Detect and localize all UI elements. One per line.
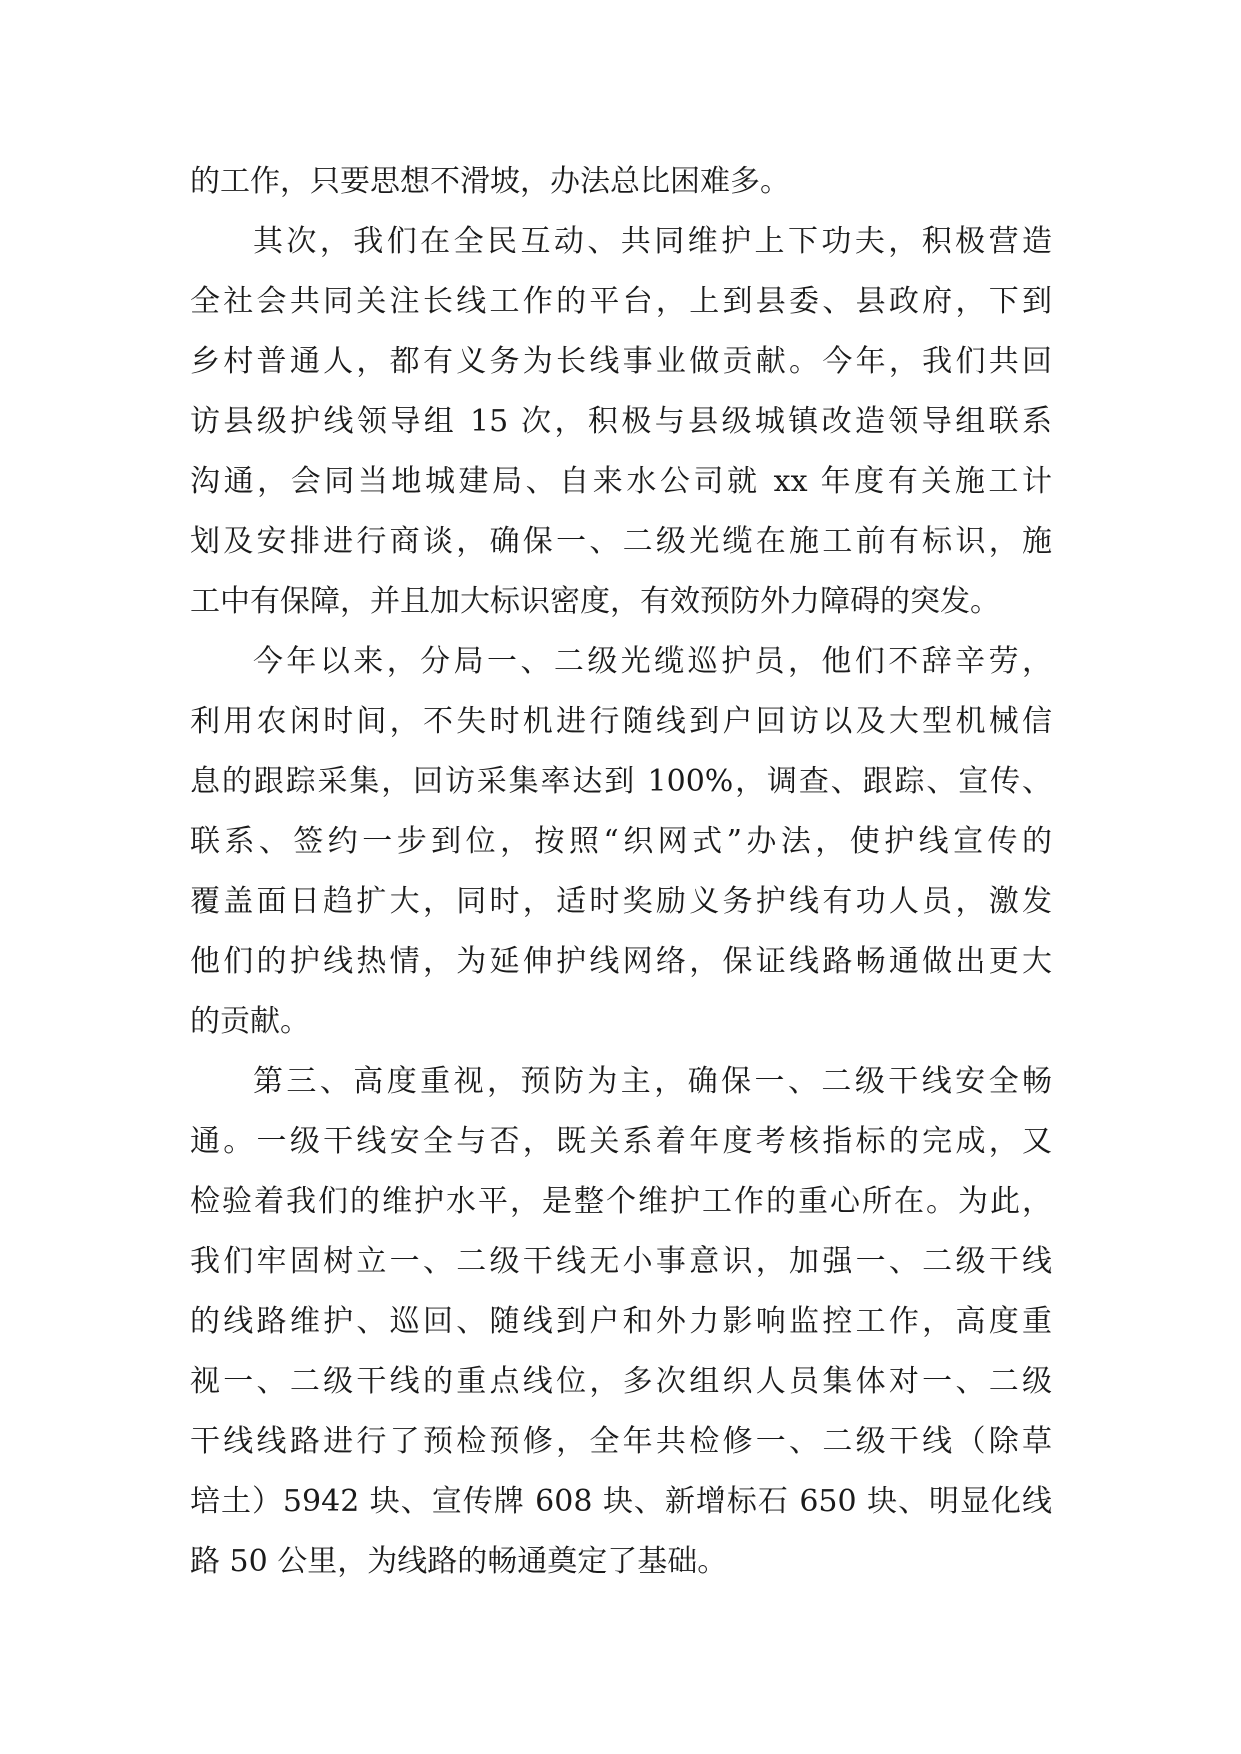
text-line: 覆盖面日趋扩大，同时，适时奖励义务护线有功人员，激发 [190, 884, 1052, 919]
text-line: 联系、签约一步到位，按照“织网式”办法，使护线宣传的 [190, 824, 1052, 859]
paragraph [190, 152, 1052, 212]
text-line: 息的跟踪采集，回访采集率达到 100%，调查、跟踪、宣传、 [190, 764, 1052, 799]
text-line: 工中有保障，并且加大标识密度，有效预防外力障碍的突发。 [190, 584, 1000, 619]
text-line: 我们牢固树立一、二级干线无小事意识，加强一、二级干线 [190, 1244, 1052, 1279]
text-line: 检验着我们的维护水平，是整个维护工作的重心所在。为此， [190, 1184, 1052, 1219]
text-line: 的贡献。 [190, 1004, 310, 1039]
paragraph [190, 212, 1052, 632]
text-line: 其次，我们在全民互动、共同维护上下功夫，积极营造 [253, 224, 1052, 259]
document-body [190, 152, 1052, 1592]
text-line: 视一、二级干线的重点线位，多次组织人员集体对一、二级 [190, 1364, 1052, 1399]
text-line: 第三、高度重视，预防为主，确保一、二级干线安全畅 [253, 1064, 1052, 1099]
text-line: 乡村普通人，都有义务为长线事业做贡献。今年，我们共回 [190, 344, 1052, 379]
paragraph [190, 632, 1052, 1052]
paragraph [190, 1052, 1052, 1592]
text-line: 的线路维护、巡回、随线到户和外力影响监控工作，高度重 [190, 1304, 1052, 1339]
text-line: 利用农闲时间，不失时机进行随线到户回访以及大型机械信 [190, 704, 1052, 739]
text-line: 今年以来，分局一、二级光缆巡护员，他们不辞辛劳， [253, 644, 1052, 679]
text-line: 通。一级干线安全与否，既关系着年度考核指标的完成，又 [190, 1124, 1052, 1159]
text-line: 划及安排进行商谈，确保一、二级光缆在施工前有标识，施 [190, 524, 1052, 559]
text-line: 干线线路进行了预检预修，全年共检修一、二级干线（除草 [190, 1424, 1052, 1459]
text-line: 路 50 公里，为线路的畅通奠定了基础。 [190, 1544, 728, 1579]
text-line: 培土）5942 块、宣传牌 608 块、新增标石 650 块、明显化线 [190, 1484, 1052, 1519]
text-line: 全社会共同关注长线工作的平台，上到县委、县政府，下到 [190, 284, 1052, 319]
text-line: 他们的护线热情，为延伸护线网络，保证线路畅通做出更大 [190, 944, 1052, 979]
text-line: 的工作，只要思想不滑坡，办法总比困难多。 [190, 164, 790, 199]
text-line: 沟通，会同当地城建局、自来水公司就 xx 年度有关施工计 [190, 464, 1052, 499]
text-line: 访县级护线领导组 15 次，积极与县级城镇改造领导组联系 [190, 404, 1052, 439]
